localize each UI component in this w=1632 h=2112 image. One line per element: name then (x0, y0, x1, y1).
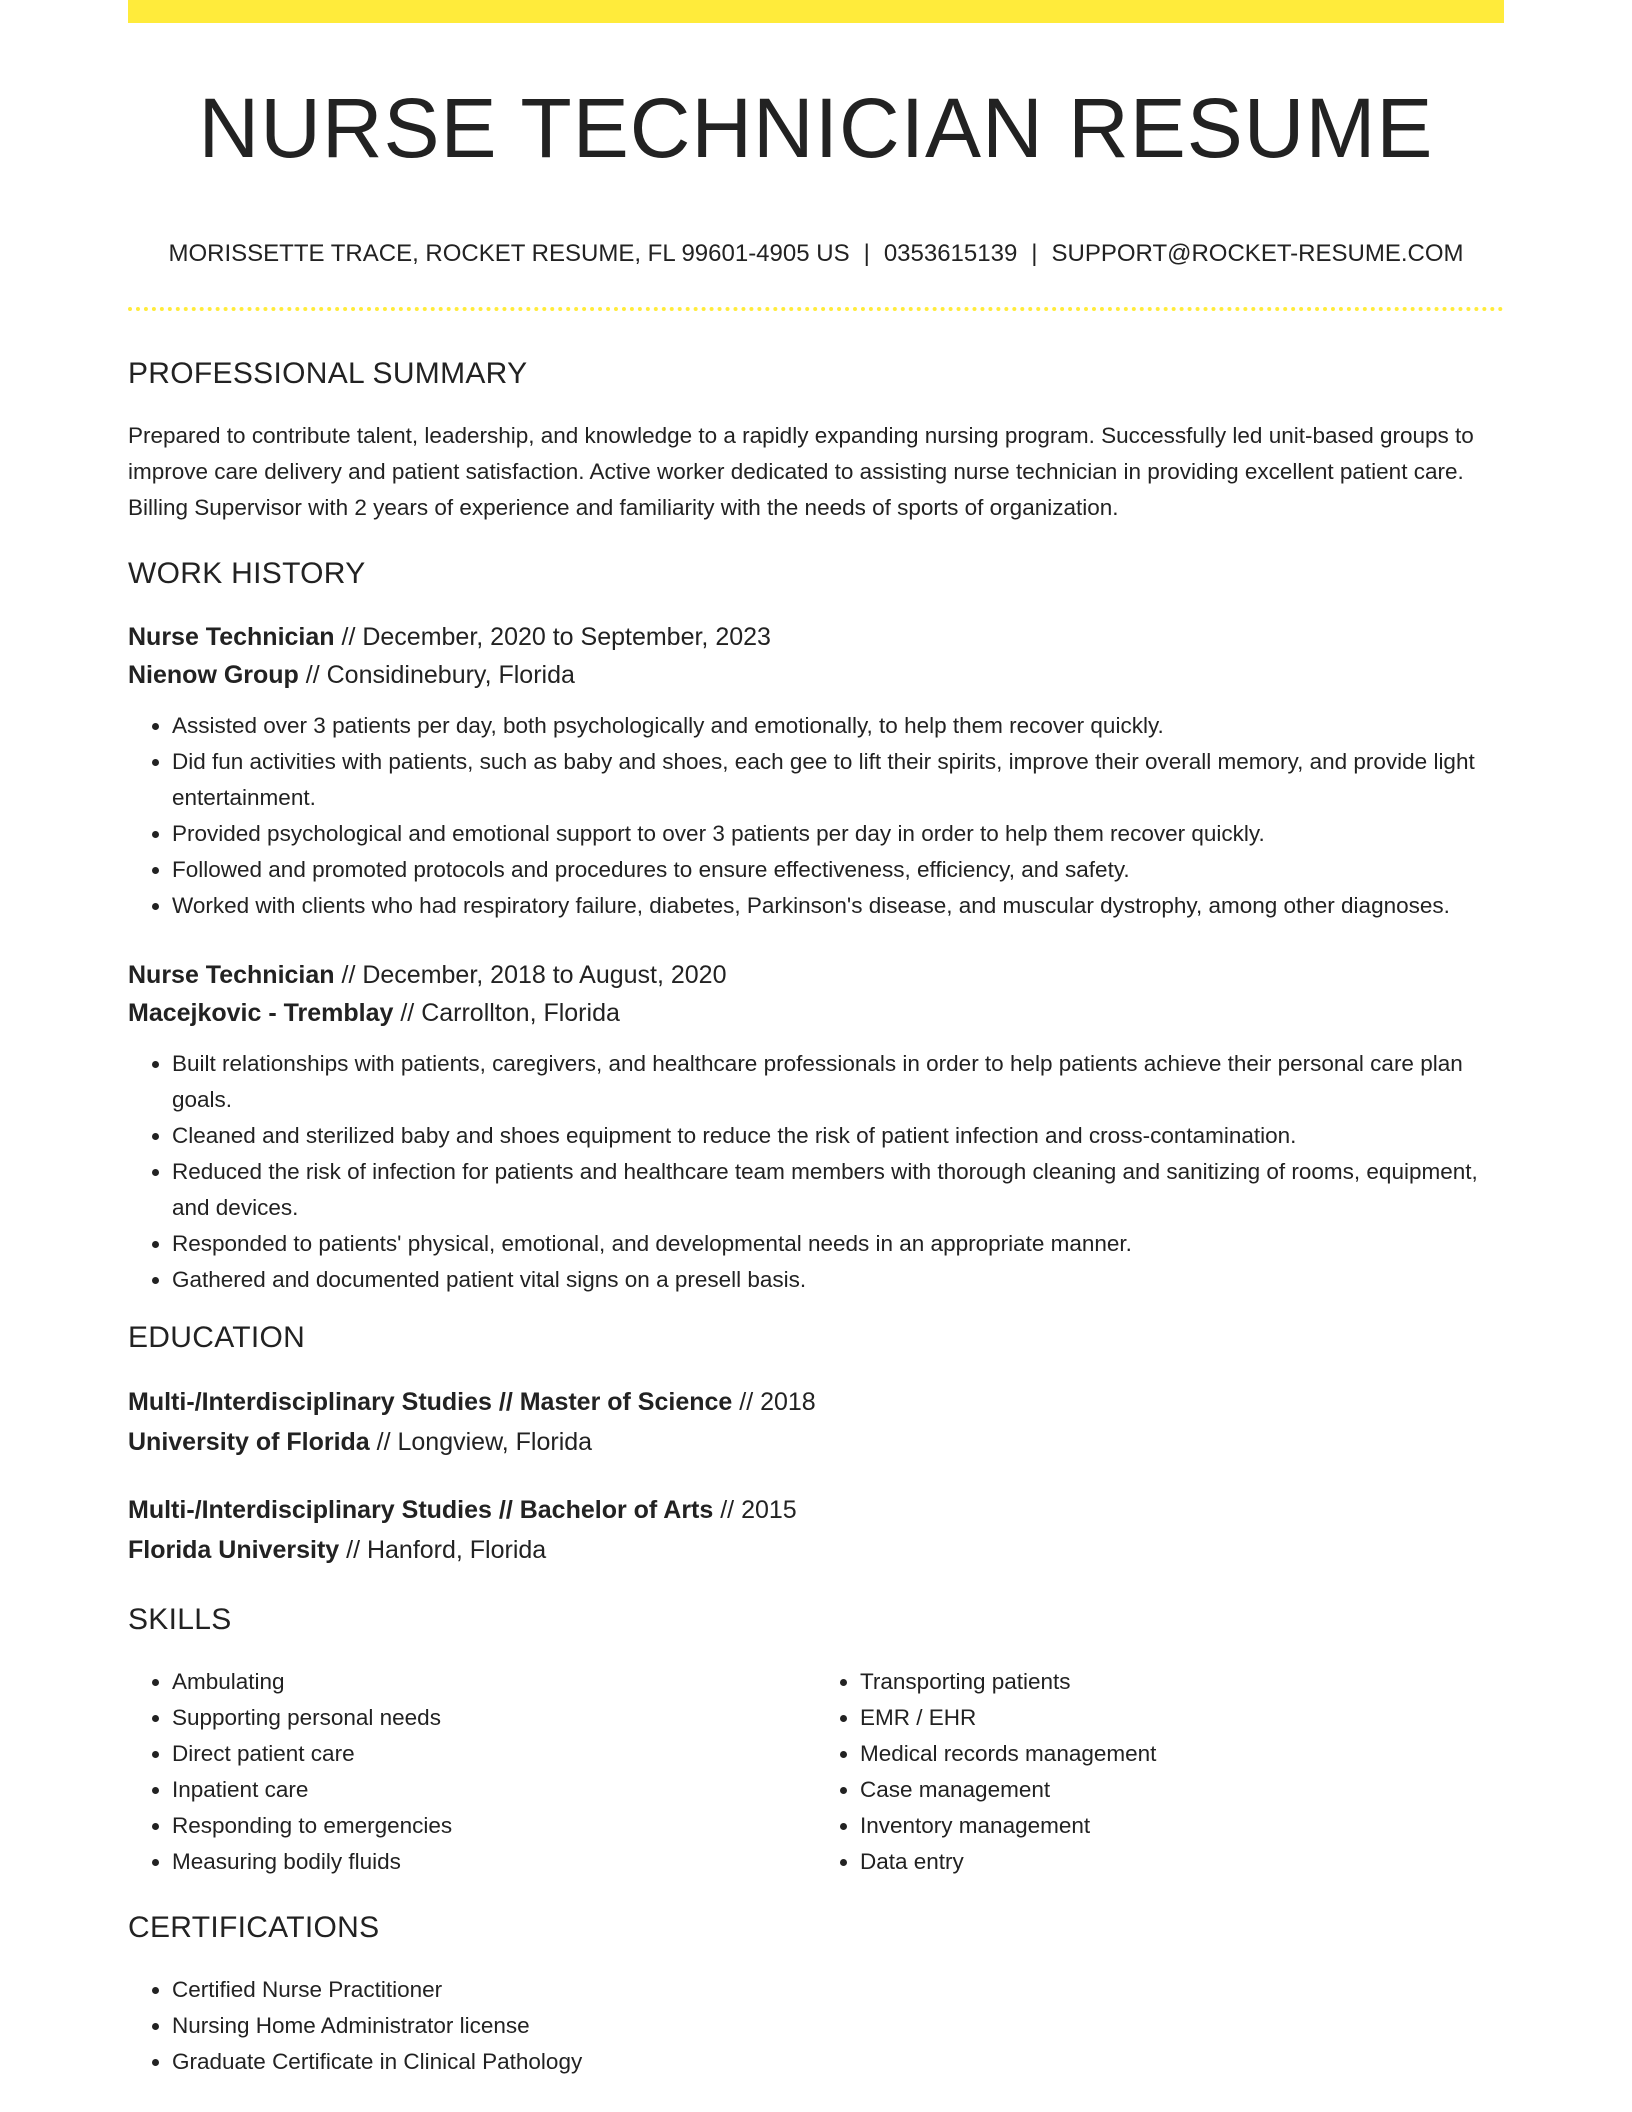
job-bullet: • Reduced the risk of infection for patients and healthcare team members with thorough cleaning and sanitizing of rooms, equipment, and devices. (172, 1154, 1504, 1226)
school: Florida University (128, 1536, 340, 1564)
degree-line (128, 1490, 1504, 1530)
work-history-section (128, 552, 1504, 1298)
education-entry (128, 1490, 1504, 1570)
job-bullet: • Did fun activities with patients, such as baby and shoes, each gee to lift their spirits, improve their overall memory, and provide light entertainment. (172, 744, 1504, 816)
skills-list-left (128, 1664, 816, 1880)
certification-item: • Graduate Certificate in Clinical Pathology (172, 2044, 1504, 2080)
job-title: Nurse Technician (128, 623, 335, 651)
education-entry (128, 1382, 1504, 1462)
degree: Multi-/Interdisciplinary Studies // Master of Science (128, 1388, 733, 1416)
job-company-line (128, 994, 1504, 1032)
skill-item: • Inventory management (860, 1808, 1504, 1844)
skills-heading: SKILLS (128, 1603, 232, 1636)
job-bullets (128, 1046, 1504, 1298)
job-location: // Considinebury, Florida (298, 661, 575, 689)
skill-item: • Transporting patients (860, 1664, 1504, 1700)
skill-item: • Inpatient care (172, 1772, 816, 1808)
job-company: Nienow Group (128, 661, 299, 689)
job-entry (128, 618, 1504, 924)
skill-item: • Case management (860, 1772, 1504, 1808)
contact-separator: | (863, 240, 870, 267)
skills-columns (128, 1664, 1504, 1880)
skill-item: • Medical records management (860, 1736, 1504, 1772)
job-title-line (128, 618, 1504, 656)
skills-list-right (816, 1664, 1504, 1880)
job-title-line (128, 956, 1504, 994)
school: University of Florida (128, 1428, 370, 1456)
degree-line (128, 1382, 1504, 1422)
job-title: Nurse Technician (128, 961, 335, 989)
school-line (128, 1422, 1504, 1462)
contact-phone: 0353615139 (883, 240, 1018, 267)
certification-item: • Certified Nurse Practitioner (172, 1972, 1504, 2008)
degree-year: // 2015 (713, 1496, 797, 1524)
job-bullet: • Followed and promoted protocols and procedures to ensure effectiveness, efficiency, and safety. (172, 852, 1504, 888)
job-bullet: • Worked with clients who had respiratory failure, diabetes, Parkinson's disease, and muscular dystrophy, among other diagnoses. (172, 888, 1504, 924)
job-dates: // December, 2018 to August, 2020 (334, 961, 727, 989)
skill-item: • Measuring bodily fluids (172, 1844, 816, 1880)
skill-item: • EMR / EHR (860, 1700, 1504, 1736)
contact-email: SUPPORT@ROCKET-RESUME.COM (1051, 240, 1464, 267)
job-bullet: • Assisted over 3 patients per day, both psychologically and emotionally, to help them recover quickly. (172, 708, 1504, 744)
resume-body (128, 352, 1504, 2080)
work-history-heading: WORK HISTORY (128, 557, 366, 590)
job-company-line (128, 656, 1504, 694)
contact-line (128, 236, 1504, 272)
certifications-heading: CERTIFICATIONS (128, 1911, 380, 1944)
education-section (128, 1316, 1504, 1570)
job-bullets (128, 708, 1504, 924)
job-company: Macejkovic - Tremblay (128, 999, 394, 1027)
job-entry (128, 956, 1504, 1298)
school-location: // Longview, Florida (369, 1428, 593, 1456)
skills-section (128, 1598, 1504, 1880)
summary-text: Prepared to contribute talent, leadership, and knowledge to a rapidly expanding nursing program. Successfully led unit-based groups to improve care delivery and patient satisfaction. Active worker dedicated to assisting nurse technician in providing excellent patient care. Billing Supervisor with 2 years of experience and familiarity with the needs of sports of organization. (128, 423, 1474, 520)
job-bullet: • Built relationships with patients, caregivers, and healthcare professionals in order to help patients achieve their personal care plan goals. (172, 1046, 1504, 1118)
top-accent-bar (128, 0, 1504, 23)
certifications-section (128, 1906, 1504, 2080)
skill-item: • Supporting personal needs (172, 1700, 816, 1736)
job-bullet: • Gathered and documented patient vital signs on a presell basis. (172, 1262, 1504, 1298)
education-heading: EDUCATION (128, 1321, 306, 1354)
certification-item: • Nursing Home Administrator license (172, 2008, 1504, 2044)
contact-address: MORISSETTE TRACE, ROCKET RESUME, FL 99601-4905 US (168, 240, 850, 267)
job-dates: // December, 2020 to September, 2023 (334, 623, 771, 651)
contact-separator: | (1031, 240, 1038, 267)
resume-title: NURSE TECHNICIAN RESUME (198, 81, 1434, 175)
school-line (128, 1530, 1504, 1570)
degree: Multi-/Interdisciplinary Studies // Bachelor of Arts (128, 1496, 714, 1524)
summary-heading: PROFESSIONAL SUMMARY (128, 357, 528, 390)
job-location: // Carrollton, Florida (393, 999, 620, 1027)
job-bullet: • Cleaned and sterilized baby and shoes equipment to reduce the risk of patient infection and cross-contamination. (172, 1118, 1504, 1154)
summary-section (128, 352, 1504, 526)
job-bullet: • Responded to patients' physical, emotional, and developmental needs in an appropriate manner. (172, 1226, 1504, 1262)
school-location: // Hanford, Florida (339, 1536, 547, 1564)
skill-item: • Responding to emergencies (172, 1808, 816, 1844)
skill-item: • Ambulating (172, 1664, 816, 1700)
skill-item: • Data entry (860, 1844, 1504, 1880)
certifications-list (128, 1972, 1504, 2080)
dotted-divider (128, 307, 1504, 311)
degree-year: // 2018 (732, 1388, 816, 1416)
skill-item: • Direct patient care (172, 1736, 816, 1772)
job-bullet: • Provided psychological and emotional support to over 3 patients per day in order to help them recover quickly. (172, 816, 1504, 852)
